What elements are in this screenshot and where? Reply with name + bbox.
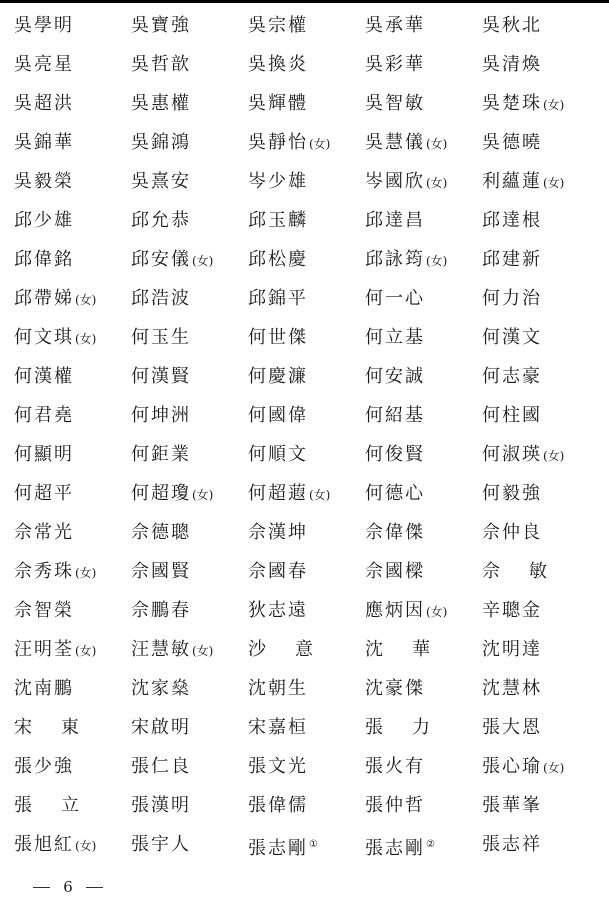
name-entry [365,630,459,669]
footer-dash-right [86,887,103,888]
footer-dash-left [33,887,50,888]
person-name: 何顯明 [14,444,74,465]
name-entry [14,630,96,669]
person-name: 沈家燊 [131,678,191,699]
person-name: 佘秀珠 [14,561,74,582]
person-name: 吳熹安 [131,171,191,192]
name-entry [14,708,108,747]
name-entry [365,201,425,240]
name-entry [14,318,96,357]
person-name: 岑少雄 [248,171,308,192]
name-entry [14,279,96,318]
gender-note: (女) [543,176,565,190]
person-name: 吳靜怡 [248,132,308,153]
person-name: 吳慧儀 [365,132,425,153]
gender-note: (女) [426,176,448,190]
name-row [0,162,609,201]
person-name: 何毅強 [482,483,542,504]
name-entry [365,747,425,786]
name-entry [248,45,308,84]
name-entry [248,435,308,474]
person-name: 何志豪 [482,366,542,387]
person-name: 沈豪傑 [365,678,425,699]
person-name: 何淑瑛 [482,444,542,465]
person-name: 何國偉 [248,405,308,426]
person-name: 吳楚珠 [482,93,542,114]
gender-note: (女) [75,332,97,346]
person-name: 邱帶娣 [14,288,74,309]
person-name: 應炳因 [365,600,425,621]
name-entry [365,552,425,591]
person-name: 沈慧林 [482,678,542,699]
name-row [0,786,609,825]
name-entry [482,201,542,240]
name-entry [365,84,425,123]
person-name: 吳超洪 [14,93,74,114]
name-row [0,435,609,474]
name-entry [482,474,542,513]
name-entry [248,240,308,279]
name-entry [14,669,74,708]
name-entry [482,84,564,123]
person-name: 何漢文 [482,327,542,348]
name-row [0,513,609,552]
name-entry [365,279,425,318]
name-entry [14,591,74,630]
name-entry [248,357,308,396]
name-entry [482,591,542,630]
person-name: 邱安儀 [131,249,191,270]
person-name: 何玉生 [131,327,191,348]
person-name: 何超瓊 [131,483,191,504]
gender-note: (女) [75,293,97,307]
name-entry [14,162,74,201]
person-name: 吳德曉 [482,132,542,153]
name-entry [248,474,330,513]
person-name: 宋東 [14,717,108,738]
person-name: 何柱國 [482,405,542,426]
gender-note: (女) [309,137,331,151]
name-row [0,357,609,396]
person-name: 沈明達 [482,639,542,660]
gender-note: (女) [309,488,331,502]
name-entry [248,630,342,669]
name-entry [131,708,191,747]
name-entry [131,591,191,630]
person-name: 邱達根 [482,210,542,231]
person-name: 邱達昌 [365,210,425,231]
name-entry [365,669,425,708]
name-entry [131,45,191,84]
person-name: 張文光 [248,756,308,777]
person-name: 佘國賢 [131,561,191,582]
name-row [0,45,609,84]
name-entry [482,240,542,279]
person-name: 佘漢坤 [248,522,308,543]
person-name: 張心瑜 [482,756,542,777]
name-entry [131,825,191,864]
person-name: 何紹基 [365,405,425,426]
name-entry [248,786,308,825]
person-name: 何順文 [248,444,308,465]
name-entry [248,552,308,591]
gender-note: (女) [543,98,565,112]
person-name: 辛聰金 [482,600,542,621]
person-name: 沈南鵬 [14,678,74,699]
person-name: 吳錦華 [14,132,74,153]
name-entry [482,825,542,864]
person-name: 宋嘉桓 [248,717,308,738]
person-name: 吳智敏 [365,93,425,114]
person-name: 吳清煥 [482,54,542,75]
person-name: 岑國欣 [365,171,425,192]
person-name: 沈朝生 [248,678,308,699]
name-entry [14,435,74,474]
name-entry [131,747,191,786]
name-entry [248,513,308,552]
name-entry [365,6,425,45]
person-name: 狄志遠 [248,600,308,621]
page-number: 6 [63,878,73,896]
page-footer [0,876,130,898]
person-name: 何超蕸 [248,483,308,504]
name-entry [131,123,191,162]
person-name: 汪明荃 [14,639,74,660]
gender-note: (女) [426,254,448,268]
person-name: 張華峯 [482,795,542,816]
name-entry [14,123,74,162]
person-name: 何坤洲 [131,405,191,426]
name-entry [248,669,308,708]
person-name: 何慶濂 [248,366,308,387]
person-name: 吳秋北 [482,15,542,36]
person-name: 何君堯 [14,405,74,426]
name-entry [365,513,425,552]
name-entry [248,318,308,357]
person-name: 吳寶強 [131,15,191,36]
name-row [0,669,609,708]
name-entry [365,396,425,435]
person-name: 佘常光 [14,522,74,543]
name-row [0,123,609,162]
person-name: 張旭紅 [14,834,74,855]
name-entry [14,6,74,45]
person-name: 邱詠筠 [365,249,425,270]
name-entry [131,6,191,45]
person-name: 佘偉傑 [365,522,425,543]
name-entry [248,6,308,45]
person-name: 邱建新 [482,249,542,270]
name-entry [248,747,308,786]
gender-note: (女) [192,488,214,502]
name-entry [482,318,542,357]
name-entry [14,552,96,591]
person-name: 吳毅榮 [14,171,74,192]
person-name: 吳輝體 [248,93,308,114]
person-name: 張志祥 [482,834,542,855]
person-name: 邱玉麟 [248,210,308,231]
person-name: 吳錦鴻 [131,132,191,153]
name-entry [365,825,435,864]
person-name: 佘智榮 [14,600,74,621]
name-entry [482,552,576,591]
name-entry [131,357,191,396]
gender-note: (女) [543,449,565,463]
name-entry [14,357,74,396]
name-entry [248,279,308,318]
name-entry [365,162,447,201]
person-name: 吳承華 [365,15,425,36]
person-name: 何鉅業 [131,444,191,465]
person-name: 吳亮星 [14,54,74,75]
name-row [0,747,609,786]
person-name: 張漢明 [131,795,191,816]
gender-note: (女) [75,644,97,658]
name-entry [482,396,542,435]
person-name: 邱偉銘 [14,249,74,270]
name-row [0,318,609,357]
person-name: 佘鵬春 [131,600,191,621]
name-entry [14,513,74,552]
name-entry [365,786,425,825]
gender-note: (女) [192,644,214,658]
person-name: 佘敏 [482,561,576,582]
name-entry [482,630,542,669]
name-row [0,474,609,513]
name-entry [14,825,96,864]
name-entry [14,474,74,513]
name-entry [482,513,542,552]
name-entry [131,84,191,123]
name-entry [365,318,425,357]
name-row [0,630,609,669]
person-name: 張仲哲 [365,795,425,816]
name-entry [248,591,308,630]
name-entry [131,279,191,318]
person-name: 佘國樑 [365,561,425,582]
person-name: 張仁良 [131,756,191,777]
name-entry [14,747,74,786]
person-name: 張大恩 [482,717,542,738]
gender-note: (女) [75,566,97,580]
person-name: 吳學明 [14,15,74,36]
gender-note: (女) [426,137,448,151]
name-entry [14,786,108,825]
person-name: 吳換炎 [248,54,308,75]
name-entry [248,708,308,747]
person-name: 張志剛 [365,838,425,859]
person-name: 張偉儒 [248,795,308,816]
name-entry [248,396,308,435]
person-name: 吳惠權 [131,93,191,114]
person-name: 張火有 [365,756,425,777]
name-list-grid [0,6,609,864]
person-name: 何漢賢 [131,366,191,387]
person-name: 張宇人 [131,834,191,855]
gender-note: (女) [426,605,448,619]
name-entry [14,84,74,123]
name-row [0,240,609,279]
name-entry [131,669,191,708]
person-name: 佘國春 [248,561,308,582]
person-name: 邱允恭 [131,210,191,231]
name-row [0,6,609,45]
person-name: 佘德聰 [131,522,191,543]
person-name: 何世傑 [248,327,308,348]
name-entry [14,201,74,240]
name-entry [482,279,542,318]
name-entry [365,357,425,396]
person-name: 邱錦平 [248,288,308,309]
person-name: 張少強 [14,756,74,777]
name-entry [14,240,74,279]
name-entry [482,435,564,474]
person-name: 吳哲歆 [131,54,191,75]
name-entry [131,396,191,435]
gender-note: (女) [75,839,97,853]
person-name: 何力治 [482,288,542,309]
name-entry [131,435,191,474]
name-entry [482,708,542,747]
name-row [0,591,609,630]
name-entry [131,318,191,357]
footnote-marker: ② [426,839,435,850]
person-name: 張力 [365,717,459,738]
name-entry [248,123,330,162]
name-row [0,84,609,123]
name-entry [365,240,447,279]
name-row [0,552,609,591]
gender-note: (女) [543,761,565,775]
name-entry [365,45,425,84]
person-name: 沈華 [365,639,459,660]
person-name: 沙意 [248,639,342,660]
name-entry [131,240,213,279]
name-entry [131,201,191,240]
name-entry [131,474,213,513]
person-name: 邱松慶 [248,249,308,270]
name-entry [482,123,542,162]
name-entry [248,162,308,201]
name-entry [482,786,542,825]
person-name: 邱浩波 [131,288,191,309]
name-entry [131,552,191,591]
name-entry [14,396,74,435]
person-name: 吳宗權 [248,15,308,36]
name-entry [14,45,74,84]
person-name: 何德心 [365,483,425,504]
person-name: 何超平 [14,483,74,504]
name-entry [131,162,191,201]
name-entry [365,591,447,630]
person-name: 宋啟明 [131,717,191,738]
name-entry [131,513,191,552]
person-name: 何俊賢 [365,444,425,465]
person-name: 張立 [14,795,108,816]
name-entry [248,84,308,123]
name-entry [365,435,425,474]
name-row [0,201,609,240]
person-name: 何安誠 [365,366,425,387]
person-name: 何文琪 [14,327,74,348]
name-row [0,825,609,864]
top-rule [0,0,609,3]
person-name: 何一心 [365,288,425,309]
name-row [0,279,609,318]
person-name: 佘仲良 [482,522,542,543]
name-entry [482,357,542,396]
name-entry [482,45,542,84]
name-entry [365,474,425,513]
name-entry [131,630,213,669]
name-entry [482,162,564,201]
gender-note: (女) [192,254,214,268]
person-name: 張志剛 [248,838,308,859]
person-name: 邱少雄 [14,210,74,231]
person-name: 吳彩華 [365,54,425,75]
name-entry [482,747,564,786]
name-row [0,396,609,435]
person-name: 利蘊蓮 [482,171,542,192]
name-entry [248,201,308,240]
name-entry [482,669,542,708]
person-name: 何立基 [365,327,425,348]
name-entry [365,708,459,747]
footnote-marker: ① [309,839,318,850]
name-entry [131,786,191,825]
name-row [0,708,609,747]
name-entry [248,825,318,864]
person-name: 何漢權 [14,366,74,387]
name-entry [482,6,542,45]
person-name: 汪慧敏 [131,639,191,660]
name-entry [365,123,447,162]
